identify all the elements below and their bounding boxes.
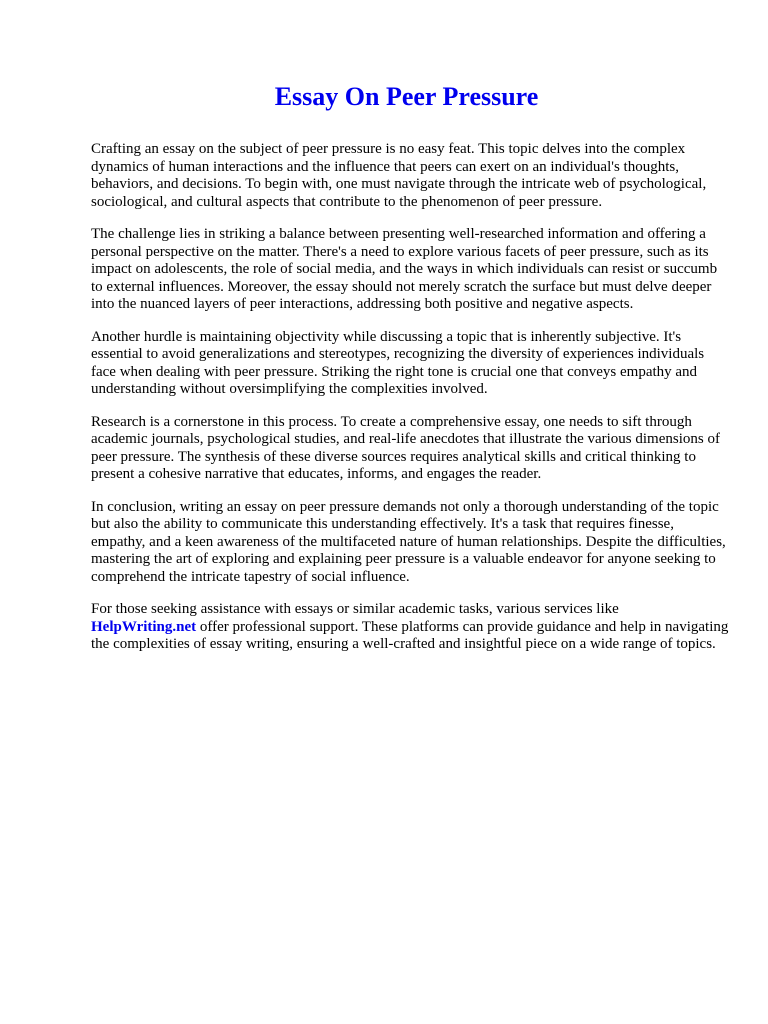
paragraph-objectivity: Another hurdle is maintaining objectivity while discussing a topic that is inherently subjective. It's essential to avoid generalizations and stereotypes, recognizing the diversity of experiences individuals face when dealing with peer pressure. Striking the right tone is crucial one that conveys empathy and understanding without oversimplifying the complexities involved. [91,328,705,397]
paragraph-closing [91,601,731,654]
paragraph-conclusion: In conclusion, writing an essay on peer pressure demands not only a thorough understanding of the topic but also the ability to communicate this understanding effectively. It's a task that requires finesse, empathy, and a keen awareness of the multifaceted nature of human relationships. Despite the difficulties, mastering the art of exploring and explaining peer pressure is a valuable endeavor for anyone seeking to comprehend the intricate tapestry of social influence. [91,498,726,585]
helpwriting-link[interactable]: HelpWriting.net [91,618,197,635]
document-title: Essay On Peer Pressure [274,82,539,111]
paragraph-intro: Crafting an essay on the subject of peer pressure is no easy feat. This topic delves into the complex dynamics of human interactions and the influence that peers can exert on an individual's thoughts, behaviors, and decisions. To begin with, one must navigate through the intricate web of psychological, sociological, and cultural aspects that contribute to the phenomenon of peer pressure. [91,141,707,210]
paragraph-research: Research is a cornerstone in this process. To create a comprehensive essay, one needs to sift through academic journals, psychological studies, and real-life anecdotes that illustrate the various dimensions of peer pressure. The synthesis of these diverse sources requires analytical skills and critical thinking to present a cohesive narrative that educates, informs, and engages the reader. [91,413,720,482]
paragraph-challenge: The challenge lies in striking a balance between presenting well-researched information and offering a personal perspective on the matter. There's a need to explore various facets of peer pressure, such as its impact on adolescents, the role of social media, and the ways in which individuals can resist or succumb to external influences. Moreover, the essay should not merely scratch the surface but must delve deeper into the nuanced layers of peer interactions, addressing both positive and negative aspects. [91,226,718,312]
closing-text-before-link: For those seeking assistance with essays or similar academic tasks, various services like [91,601,619,617]
closing-text-after-link: offer professional support. These platforms can provide guidance and help in navigating the complexities of essay writing, ensuring a well-crafted and insightful piece on a wide range of topics. [91,618,729,652]
